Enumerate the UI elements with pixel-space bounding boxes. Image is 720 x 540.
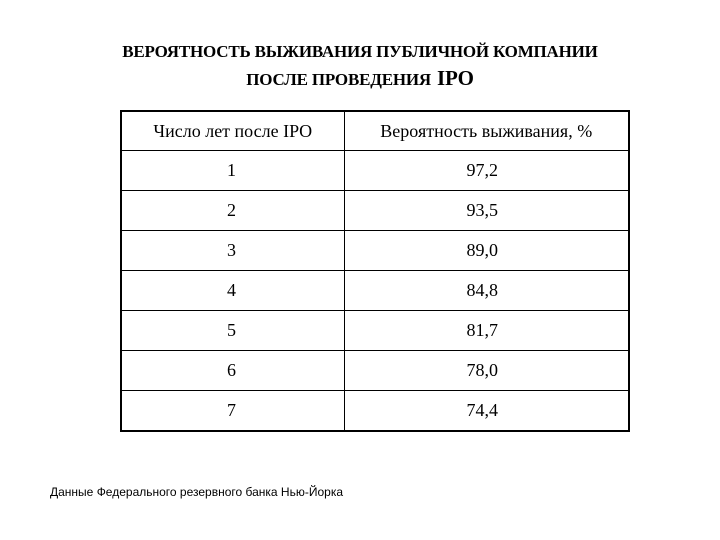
- table-row: [121, 151, 629, 191]
- table-row: [121, 391, 629, 432]
- title-line-2-text: ПОСЛЕ ПРОВЕДЕНИЯ: [246, 70, 431, 89]
- probability-cell: 78,0: [344, 351, 629, 391]
- source-note: Данные Федерального резервного банка Нью-Йорка: [50, 485, 344, 499]
- years-cell: 6: [121, 351, 344, 391]
- probability-cell: 81,7: [344, 311, 629, 351]
- header-probability: Вероятность выживания, %: [344, 111, 629, 151]
- years-cell: 3: [121, 231, 344, 271]
- table-row: [121, 271, 629, 311]
- page-title: [0, 38, 720, 93]
- table-row: [121, 351, 629, 391]
- table-header-row: [121, 111, 629, 151]
- years-cell: 7: [121, 391, 344, 432]
- probability-cell: 93,5: [344, 191, 629, 231]
- years-cell: 4: [121, 271, 344, 311]
- years-cell: 2: [121, 191, 344, 231]
- table-row: [121, 191, 629, 231]
- title-abbr: IPO: [436, 66, 474, 90]
- years-cell: 1: [121, 151, 344, 191]
- title-line-1: ВЕРОЯТНОСТЬ ВЫЖИВАНИЯ ПУБЛИЧНОЙ КОМПАНИИ: [122, 42, 598, 61]
- table-row: [121, 231, 629, 271]
- probability-cell: 84,8: [344, 271, 629, 311]
- probability-cell: 97,2: [344, 151, 629, 191]
- years-cell: 5: [121, 311, 344, 351]
- title-line-2: [0, 65, 720, 93]
- probability-cell: 74,4: [344, 391, 629, 432]
- header-years: Число лет после IPO: [121, 111, 344, 151]
- survival-table: [120, 110, 630, 432]
- probability-cell: 89,0: [344, 231, 629, 271]
- table-row: [121, 311, 629, 351]
